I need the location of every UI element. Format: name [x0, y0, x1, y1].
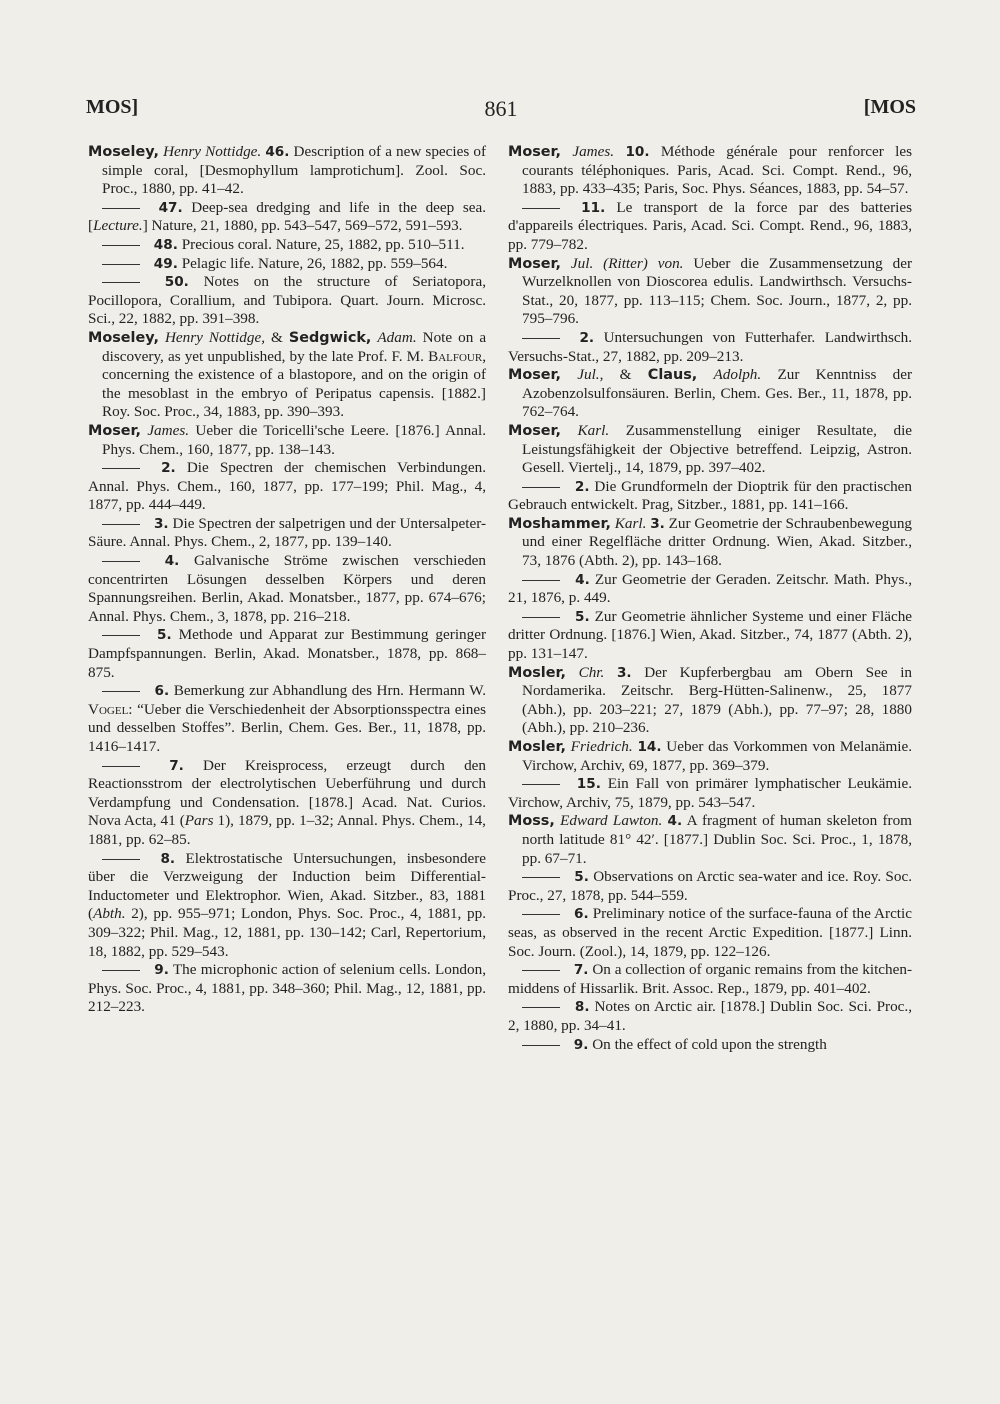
bibliography-entry	[508, 515, 912, 571]
entry-text: Zur Geometrie der Schraubenbewegung und einer Regelfläche dritter Ordnung. Wien, Akad. Sitzber., 73, 1876 (Abth. 2), pp. 143–168.	[522, 514, 913, 570]
entry-number: 2.	[161, 460, 176, 477]
entry-text: Precious coral. Nature, 25, 1882, pp. 510–511.	[181, 235, 465, 253]
entry-text: Ueber die Zusammensetzung der Wurzelknollen von Dioscorea edulis. Landwirthsch. Versuchs-Stat., 20, 1877, pp. 113–115; Chem. Soc. Journ., 1877, 2, pp. 795–796.	[522, 254, 912, 328]
entry-number: 7.	[169, 757, 184, 774]
bibliography-subentry	[508, 478, 912, 515]
author-given-name: James.	[572, 143, 615, 160]
bibliography-subentry	[88, 757, 486, 850]
ditto-dash	[522, 970, 560, 971]
entry-text: 2), pp. 955–971; London, Phys. Soc. Proc., 4, 1881, pp. 309–322; Phil. Mag., 12, 1881, pp. 130–142; Carl, Repertorium, 18, 1882, pp. 529–543.	[88, 905, 486, 960]
ditto-dash	[102, 970, 140, 971]
bibliography-subentry	[508, 905, 912, 961]
entry-text: Der Kreisprocess, erzeugt durch den Reactionsstrom der electrolytischen Ueberführung und durch Verdampfung und Condensation. [1878.] Acad. Nat. Curios. Nova Acta, 41 (	[88, 756, 487, 830]
entry-number: 3.	[650, 515, 665, 532]
ditto-dash	[522, 914, 560, 915]
bibliography-subentry	[508, 775, 912, 812]
ampersand: &	[271, 328, 283, 346]
entry-text: Galvanische Ströme zwischen verschieden concentrirten Lösungen desselben Körpers und deren Spannungsreihen. Berlin, Akad. Monatsber., 1877, pp. 674–676; Annal. Phys. Chem., 3, 1878, pp. 216–218.	[88, 552, 487, 625]
entry-text: Méthode générale pour renforcer les courants téléphoniques. Paris, Acad. Sci. Compt. Rend., 96, 1883, pp. 433–435; Paris, Soc. Phys. Séances, 1883, pp. 54–57.	[522, 143, 913, 198]
coauthor-given-name: Adam.	[377, 328, 417, 346]
entry-text: On the effect of cold upon the strength	[592, 1035, 827, 1053]
author-given-name: Friedrich.	[570, 738, 633, 755]
bibliography-subentry	[508, 571, 912, 608]
bibliography-subentry	[508, 608, 912, 664]
ditto-dash	[102, 859, 140, 860]
bibliography-subentry	[508, 998, 912, 1035]
entry-text: Preliminary notice of the surface-fauna of the Arctic seas, as observed in the recent Arctic Expedition. [1877.] Linn. Soc. Journ. (Zool.), 14, 1879, pp. 122–126.	[508, 905, 912, 960]
author-surname: Mosler,	[508, 739, 566, 755]
author-surname: Moseley,	[88, 144, 159, 160]
entry-number: 11.	[581, 199, 606, 216]
ditto-dash	[522, 1045, 560, 1046]
entry-text: Notes on the structure of Seriatopora, Pocillopora, Corallium, and Tubipora. Quart. Journ. Microsc. Sci., 22, 1882, pp. 391–398.	[88, 273, 486, 328]
entry-small-caps: Balfour	[428, 347, 483, 365]
ditto-dash	[102, 468, 140, 469]
entry-text: ] Nature, 21, 1880, pp. 543–547, 569–572, 591–593.	[142, 217, 463, 235]
entry-text: Notes on Arctic air. [1878.] Dublin Soc. Sci. Proc., 2, 1880, pp. 34–41.	[508, 998, 913, 1034]
author-given-name: Chr.	[578, 663, 605, 681]
ampersand: &	[619, 366, 632, 384]
bibliography-subentry	[508, 961, 912, 998]
bibliography-entry	[508, 422, 912, 478]
entry-text: 1), 1879, pp. 1–32; Annal. Phys. Chem., 14, 1881, pp. 62–85.	[88, 812, 486, 848]
entry-number: 7.	[573, 962, 589, 979]
entry-number: 47.	[158, 199, 183, 216]
entry-text: Untersuchungen von Futterhafer. Landwirthsch. Versuchs-Stat., 27, 1882, pp. 209–213.	[508, 328, 912, 365]
entry-text: Die Spectren der salpetrigen und der Untersalpeter-Säure. Annal. Phys. Chem., 2, 1877, pp. 139–140.	[88, 514, 487, 551]
entry-text: Elektrostatische Untersuchungen, insbesondere über die Verzweigung der Induction beim Differential-Inductometer und Elektrophor. Wien, Akad. Sitzber., 83, 1881 (	[88, 849, 486, 923]
entry-number: 15.	[576, 776, 601, 793]
entry-text: Die Grundformeln der Dioptrik für den practischen Gebrauch entwickelt. Prag, Sitzber., 1881, pp. 141–166.	[508, 477, 913, 514]
left-column	[88, 143, 486, 1017]
entry-text: Ueber das Vorkommen von Melanämie. Virchow, Archiv, 69, 1877, pp. 369–379.	[522, 738, 913, 774]
entry-text: Die Spectren der chemischen Verbindungen. Annal. Phys. Chem., 160, 1877, pp. 177–199; Phil. Mag., 4, 1877, pp. 444–449.	[88, 459, 487, 514]
author-surname: Moseley,	[88, 329, 159, 346]
bibliography-subentry	[88, 552, 486, 626]
author-given-name: Karl.	[614, 514, 647, 532]
bibliography-subentry	[88, 515, 486, 552]
entry-number: 5.	[574, 869, 589, 886]
entry-italic: Abth.	[93, 905, 126, 923]
ditto-dash	[102, 635, 140, 636]
entry-number: 4.	[667, 813, 683, 830]
bibliography-subentry	[88, 682, 486, 756]
bibliography-subentry	[88, 626, 486, 682]
entry-text: Zur Kenntniss der Azobenzolsulfonsäuren. Berlin, Chem. Ges. Ber., 11, 1878, pp. 762–764.	[522, 366, 913, 421]
bibliography-subentry	[88, 273, 486, 329]
entry-text: The microphonic action of selenium cells. London, Phys. Soc. Proc., 4, 1881, pp. 348–360; Phil. Mag., 12, 1881, pp. 212–223.	[88, 961, 486, 1016]
author-given-name: Jul. (Ritter) von.	[570, 254, 684, 272]
author-surname: Moser,	[508, 422, 561, 439]
bibliography-subentry	[88, 199, 486, 236]
ditto-dash	[522, 338, 560, 339]
bibliography-subentry	[508, 1036, 912, 1055]
bibliography-subentry	[88, 459, 486, 515]
bibliography-entry	[508, 738, 912, 775]
bibliography-entry	[508, 812, 912, 868]
entry-text: A fragment of human skeleton from north latitude 81° 42′. [1877.] Dublin Soc. Sci. Proc., 1, 1878, pp. 67–71.	[522, 812, 912, 867]
bibliography-subentry	[508, 329, 912, 366]
author-surname: Moshammer,	[508, 515, 611, 532]
entry-number: 9.	[154, 962, 169, 979]
ditto-dash	[522, 487, 560, 488]
entry-number: 48.	[153, 236, 178, 253]
ditto-dash	[102, 691, 140, 692]
ditto-dash	[102, 524, 140, 525]
entry-text: Note on a discovery, as yet unpublished, by the late Prof. F. M.	[102, 328, 487, 365]
author-given-name: Henry Nottidge.	[163, 143, 262, 160]
entry-text: Bemerkung zur Abhandlung des Hrn. Hermann W.	[173, 682, 486, 700]
ditto-dash	[522, 877, 560, 878]
bibliography-subentry	[508, 199, 912, 255]
entry-number: 5.	[157, 627, 172, 644]
entry-text: Methode und Apparat zur Bestimmung geringer Dampfspannungen. Berlin, Akad. Monatsber., 1878, pp. 868–875.	[88, 626, 487, 681]
entry-text: Der Kupferbergbau am Obern See in Nordamerika. Zeitschr. Berg-Hütten-Salinenw., 25, 1877 (Abh.), pp. 203–221; 27, 1879 (Abh.), pp. 77–97; 28, 1880 (Abh.), pp. 210–236.	[522, 663, 913, 737]
bibliography-entry	[88, 143, 486, 199]
header-left: MOS]	[86, 96, 139, 118]
entry-number: 3.	[153, 515, 169, 532]
entry-text: Deep-sea dredging and life in the deep sea. [	[88, 198, 487, 235]
author-surname: Moser,	[508, 367, 561, 384]
bibliography-entry	[508, 366, 912, 422]
ditto-dash	[102, 264, 140, 265]
ditto-dash	[522, 208, 560, 209]
bibliography-subentry	[508, 868, 912, 905]
entry-text: Description of a new species of simple coral, [Desmophyllum lamprotichum]. Zool. Soc. Proc., 1880, pp. 41–42.	[102, 143, 487, 198]
entry-number: 2.	[579, 329, 595, 346]
entry-text: : “Ueber die Verschiedenheit der Absorptionsspectra eines und desselben Stoffes”. Berlin, Chem. Ges. Ber., 11, 1878, pp. 1416–1417.	[88, 700, 486, 755]
bibliography-entry	[508, 255, 912, 329]
ditto-dash	[522, 1007, 560, 1008]
entry-text: Ein Fall von primärer lymphatischer Leukämie. Virchow, Archiv, 75, 1879, pp. 543–547.	[508, 775, 912, 811]
running-header	[86, 96, 916, 126]
ditto-dash	[102, 561, 140, 562]
bibliography-entry	[88, 329, 486, 422]
coauthor-surname: Claus,	[647, 367, 698, 384]
bibliography-entry	[508, 664, 912, 738]
entry-number: 14.	[637, 739, 662, 755]
entry-text: , concerning the existence of a blastopore, and on the origin of the mesoblast in the embryo of Peripatus capensis. [1882.] Roy. Soc. Proc., 34, 1883, pp. 390–393.	[102, 347, 487, 421]
author-surname: Moss,	[508, 813, 555, 830]
author-given-name: Edward Lawton.	[560, 812, 663, 830]
entry-text: Zur Geometrie ähnlicher Systeme und einer Fläche dritter Ordnung. [1876.] Wien, Akad. Sitzber., 74, 1877 (Abth. 2), pp. 131–147.	[508, 607, 913, 663]
right-column	[508, 143, 912, 1054]
bibliography-subentry	[88, 961, 486, 1017]
author-given-name: Karl.	[577, 421, 610, 439]
author-surname: Moser,	[508, 144, 561, 160]
entry-number: 6.	[574, 906, 589, 923]
bibliography-subentry	[88, 850, 486, 962]
ditto-dash	[102, 208, 140, 209]
entry-number: 2.	[574, 478, 590, 495]
entry-small-caps: Vogel	[88, 700, 129, 718]
author-surname: Moser,	[508, 255, 561, 272]
ditto-dash	[102, 282, 140, 283]
author-given-name: James.	[147, 421, 190, 439]
entry-text: Le transport de la force par des batteries d'appareils électriques. Paris, Acad. Sci. Compt. Rend., 96, 1883, pp. 779–782.	[508, 198, 913, 253]
entry-number: 9.	[573, 1036, 589, 1053]
ditto-dash	[522, 784, 560, 785]
entry-number: 4.	[164, 553, 180, 570]
author-given-name: Henry Nottidge,	[164, 328, 266, 346]
entry-number: 6.	[154, 683, 170, 700]
entry-number: 49.	[153, 255, 178, 272]
entry-text: Observations on Arctic sea-water and ice. Roy. Soc. Proc., 27, 1878, pp. 544–559.	[508, 868, 913, 904]
author-given-name: Jul.,	[577, 366, 604, 384]
entry-number: 8.	[160, 850, 176, 867]
author-surname: Moser,	[88, 422, 141, 439]
coauthor-given-name: Adolph.	[713, 366, 762, 384]
page-number: 861	[484, 96, 518, 121]
entry-number: 4.	[575, 571, 590, 588]
entry-number: 8.	[574, 999, 590, 1016]
ditto-dash	[522, 580, 560, 581]
entry-text: Pelagic life. Nature, 26, 1882, pp. 559–564.	[181, 254, 448, 272]
entry-text: On a collection of organic remains from the kitchen-middens of Hissarlik. Brit. Assoc. Rep., 1879, pp. 401–402.	[508, 961, 913, 997]
entry-italic: Pars	[184, 812, 214, 830]
bibliography-entry	[88, 422, 486, 459]
entry-text: Zur Geometrie der Geraden. Zeitschr. Math. Phys., 21, 1876, p. 449.	[508, 570, 913, 607]
entry-text: Ueber die Toricelli'sche Leere. [1876.] Annal. Phys. Chem., 160, 1877, pp. 138–143.	[102, 421, 487, 458]
ditto-dash	[522, 617, 560, 618]
entry-number: 50.	[164, 274, 189, 291]
entry-number: 3.	[616, 664, 632, 681]
bibliography-subentry	[88, 255, 486, 274]
entry-number: 5.	[574, 608, 590, 625]
bibliography-entry	[508, 143, 912, 199]
ditto-dash	[102, 245, 140, 246]
ditto-dash	[102, 766, 140, 767]
entry-number: 46.	[265, 144, 290, 160]
bibliography-subentry	[88, 236, 486, 255]
coauthor-surname: Sedgwick,	[288, 329, 372, 346]
author-surname: Mosler,	[508, 664, 566, 681]
entry-text: Zusammenstellung einiger Resultate, die Leistungsfähigkeit der Objective betreffend. Leipzig, Astron. Gesell. Viertelj., 14, 1879, pp. 397–402.	[522, 421, 913, 477]
entry-number: 10.	[625, 144, 650, 160]
entry-italic: Lecture.	[93, 217, 143, 235]
header-right: [MOS	[863, 96, 916, 118]
